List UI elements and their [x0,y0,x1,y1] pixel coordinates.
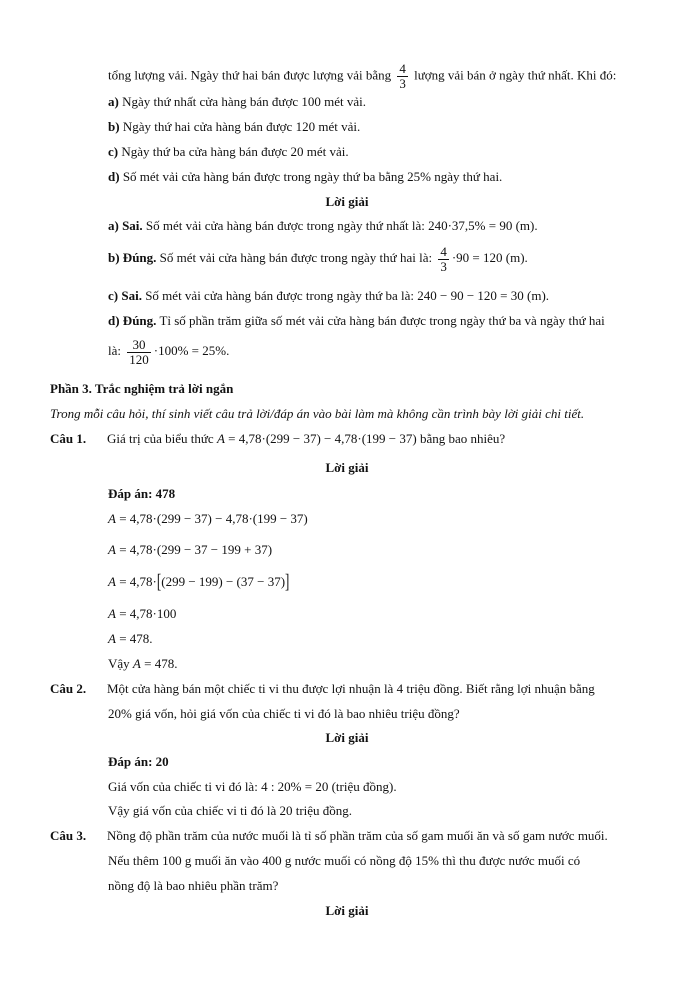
solution-step-5: A = 478. [108,631,153,646]
fraction-numerator: 30 [127,338,151,353]
fraction [438,245,449,274]
intro-text: tổng lượng vải. Ngày thứ hai bán được lượng vải bằng [108,67,392,83]
question-3-line2 [108,853,580,869]
option-label: d) [108,169,120,184]
part-instruction: Trong mỗi câu hỏi, thí sinh viết câu trả lời/đáp án vào bài làm mà không cần trình bày lời giải chi tiết. [50,406,585,421]
fraction-denominator: 3 [399,76,406,91]
fraction-numerator: 4 [399,61,406,76]
solution-step-4: A = 4,78·100 [108,606,177,621]
solution-heading: Lời giải [325,194,369,209]
answer-unit: (m). [505,250,528,265]
step-expr: (299 − 199) − (37 − 37) [161,574,286,589]
intro-text-after: lượng vải bán ở ngày thứ nhất. Khi đó: [414,67,617,83]
step-expr: 4,78·(299 − 37) − 4,78·(199 − 37) [129,511,308,526]
step-expr: 4,78·100 [129,606,177,621]
option-text: Số mét vải cửa hàng bán được trong ngày thứ ba bằng [122,169,404,184]
answer-math: 240·37,5% = 90 [428,218,513,233]
question-label: Câu 2. [50,681,87,696]
solution-heading: Lời giải [325,903,369,918]
answer-math: ·100% = 25%. [153,343,230,358]
question-label: Câu 3. [50,828,87,843]
answer-d [108,313,605,329]
answer-label: d) Đúng. [108,313,157,328]
fraction-numerator: 4 [440,243,447,259]
option-c [108,144,349,160]
answer-text: Tỉ số phần trăm giữa số mét vải cửa hàng bán được trong ngày thứ ba và ngày thứ hai [159,313,605,328]
answer-math: ·90 = 120 [451,250,503,265]
step-expr: 4,78·(299 − 37 − 199 + 37) [129,542,273,557]
answer-d-line2 [108,334,229,368]
conclusion-prefix: Vậy [108,656,130,671]
var-A: A [108,511,116,526]
question-text: muối ăn vào [194,853,259,868]
question-3 [50,828,608,844]
solution-conclusion: Vậy A = 478. [108,656,178,671]
question-text: Nồng độ phần trăm của nước muối là tỉ số phần trăm của số gam muối ăn và số gam nước muối. [107,828,608,843]
solution-line-2: Vậy giá vốn của chiếc vi ti đó là 20 triệu đồng. [108,803,353,818]
fraction [127,338,151,367]
question-text: Nếu thêm [108,853,159,868]
answer-text: Số mét vải cửa hàng bán được trong ngày thứ hai là: [159,250,433,265]
step-prefix: 4,78· [129,574,157,589]
option-math: 25% [407,169,431,184]
solution-step-3: A = 4,78·[(299 − 199) − (37 − 37)] [108,570,290,593]
answer-text: Số mét vải cửa hàng bán được trong ngày thứ ba là: [145,288,415,303]
option-a [108,94,366,110]
solution-heading: Lời giải [325,730,369,745]
question-math: 100 g [162,853,192,868]
answer-key: Đáp án: 20 [108,754,169,769]
option-d [108,169,502,185]
solution-step-2: A = 4,78·(299 − 37 − 199 + 37) [108,542,273,557]
solution-text: Giá vốn của chiếc ti vi đó là: [108,779,258,794]
answer-c [108,288,549,304]
question-text: Một cửa hàng bán một chiếc ti vi thu được lợi nhuận là 4 triệu đồng. Biết rằng lợi nhuận bằng [107,681,595,696]
option-label: a) [108,94,119,109]
answer-unit: (m). [515,218,538,233]
option-text: Ngày thứ hai cửa hàng bán được 120 mét vải. [122,119,361,134]
question-text: nước muối có nồng độ 15% thì thu được nước muối có [294,853,581,868]
answer-text: Số mét vải cửa hàng bán được trong ngày thứ nhất là: [145,218,425,233]
option-text-after: ngày thứ hai. [434,169,503,184]
var-A: A [108,631,116,646]
question-1: Câu 1. Giá trị của biểu thức A = 4,78·(299 − 37) − 4,78·(199 − 37) bằng bao nhiêu? [50,431,506,446]
question-label: Câu 1. [50,431,87,446]
answer-label: a) Sai. [108,218,143,233]
solution-math: 4 : 20% = 20 [261,779,329,794]
question-text-after: bằng bao nhiêu? [419,431,506,446]
var-A: A [108,574,116,589]
question-math: 400 g [262,853,292,868]
option-label: c) [108,144,119,159]
answer-math: 240 − 90 − 120 = 30 [417,288,524,303]
answer-label: c) Sai. [108,288,142,303]
answer-key: Đáp án: 478 [108,486,176,501]
fraction [397,62,408,91]
question-2 [50,681,595,697]
var-A: A [108,542,116,557]
solution-unit: (triệu đồng). [331,779,397,794]
option-b [108,119,360,135]
solution-step-1: A = 4,78·(299 − 37) − 4,78·(199 − 37) [108,511,308,526]
question-intro-line [108,62,616,91]
answer-b [108,244,528,274]
answer-prefix: là: [108,343,121,358]
question-expr: 4,78·(299 − 37) − 4,78·(199 − 37) [238,431,417,446]
question-3-line3: nồng độ là bao nhiêu phần trăm? [108,878,279,893]
part-heading: Phần 3. Trắc nghiệm trả lời ngắn [50,381,234,396]
option-label: b) [108,119,120,134]
conclusion-value: 478. [154,656,178,671]
var-A: A [108,606,116,621]
question-2-line2: 20% giá vốn, hỏi giá vốn của chiếc ti vi đó là bao nhiêu triệu đồng? [108,706,460,721]
answer-a [108,218,538,234]
question-text: Giá trị của biểu thức [107,431,214,446]
answer-label: b) Đúng. [108,250,157,265]
solution-heading: Lời giải [325,460,369,475]
solution-line-1 [108,779,397,795]
fraction-denominator: 3 [440,258,447,274]
step-expr: 478. [129,631,153,646]
fraction-denominator: 120 [129,351,149,367]
option-text: Ngày thứ ba cửa hàng bán được 20 mét vải. [121,144,349,159]
option-text: Ngày thứ nhất cửa hàng bán được 100 mét vải. [122,94,366,109]
answer-unit: (m). [527,288,550,303]
var-A: A [132,656,141,671]
var-A: A [216,431,225,446]
